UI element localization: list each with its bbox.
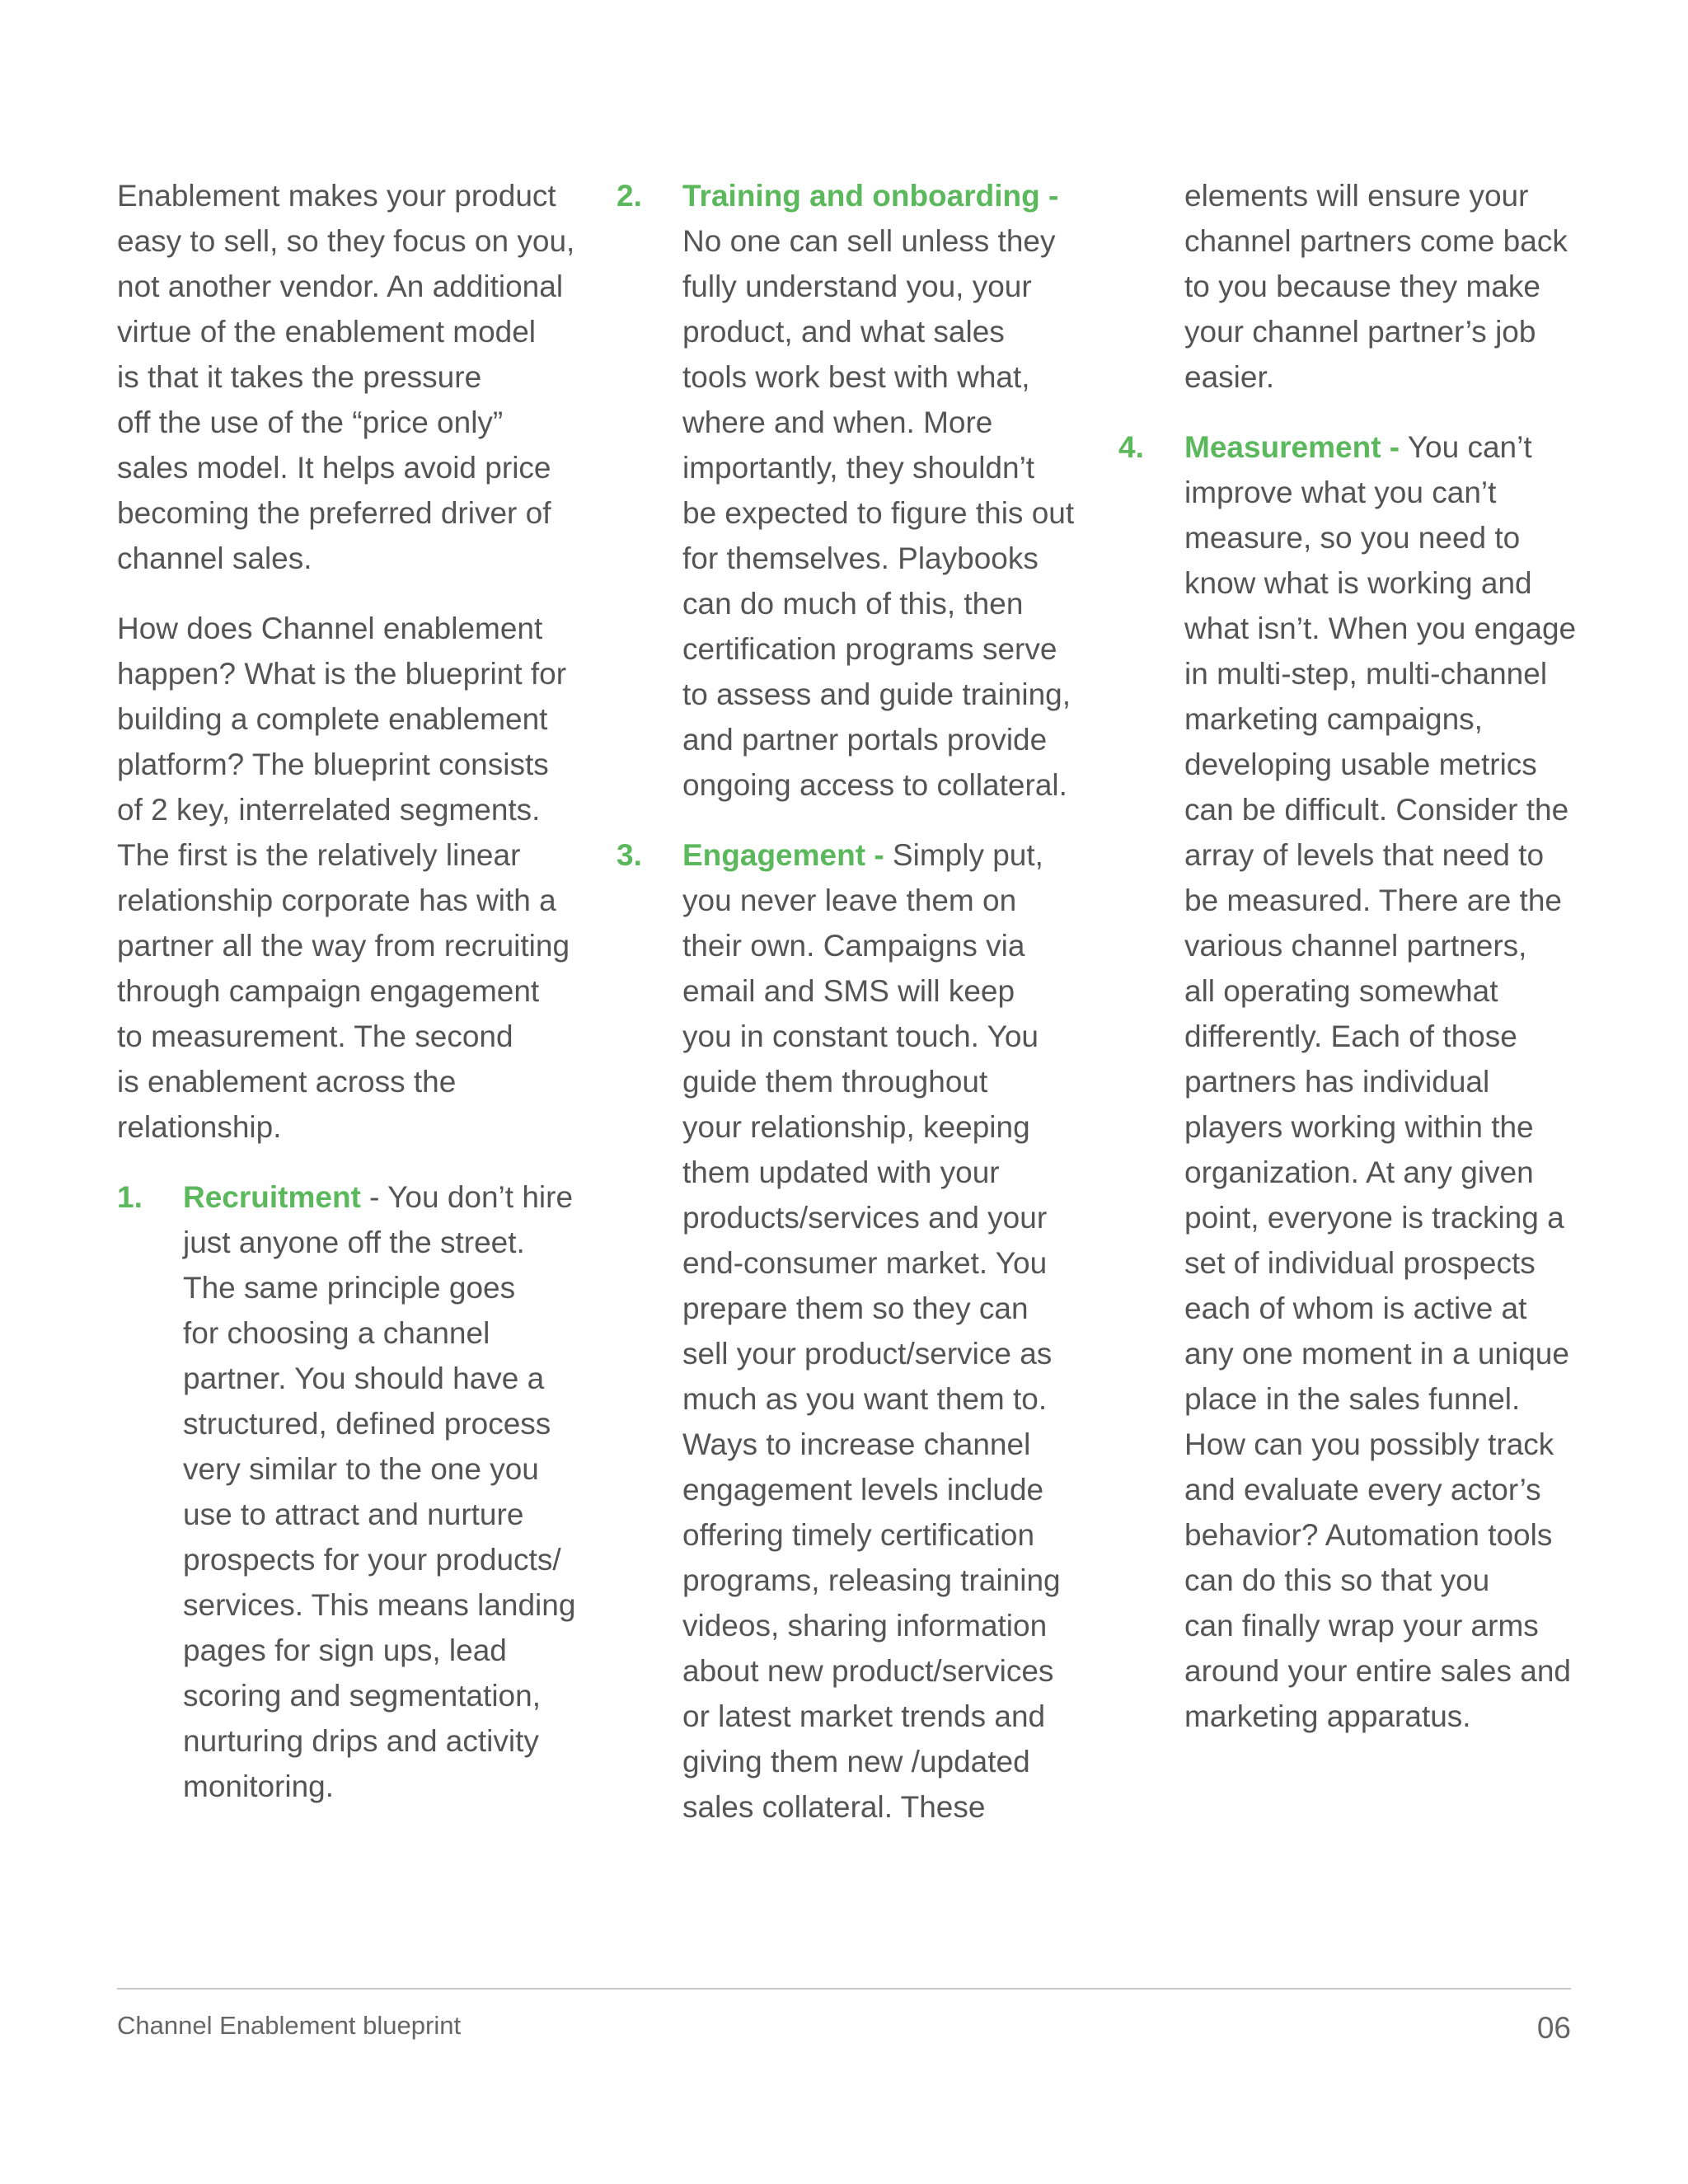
list-item-text: - You don’t hire just anyone off the street. The same principle goes for choosing a channel partner. You should have a structured, defined process very similar to the one you use to attract and nurture prospects for your products/ services. This means landing pages for sign ups, lead scoring and segmentation, nurturing drips and activity monitoring.: [183, 1180, 576, 1803]
list-item-body: [682, 832, 1061, 1830]
list-number: 1.: [117, 1180, 143, 1214]
list-item-training: [617, 173, 1078, 808]
list-item-measurement: [1118, 424, 1580, 1739]
list-item-heading: Engagement -: [682, 838, 884, 872]
continued-paragraph: elements will ensure your channel partners come back to you because they make your channel partner’s job easier.: [1184, 179, 1568, 394]
column-2: [617, 173, 1078, 1854]
list-item-heading: Training and onboarding -: [682, 179, 1059, 213]
footer-divider: [117, 1988, 1571, 1990]
list-item-heading: Recruitment: [183, 1180, 361, 1214]
blueprint-paragraph: How does Channel enablement happen? What is the blueprint for building a complete enablement platform? The blueprint consists of 2 key, interrelated segments. The first is the relatively linear relationship corporate has with a partner all the way from recruiting through campaign engagement to measurement. The second is enablement across the relationship.: [117, 612, 570, 1144]
column-3: [1118, 173, 1580, 1764]
list-item-body: [1184, 424, 1576, 1739]
list-number: 2.: [617, 179, 642, 213]
footer-title: Channel Enablement blueprint: [117, 2011, 462, 2040]
list-number: 4.: [1118, 430, 1144, 464]
list-item-body: [183, 1174, 575, 1809]
page-number: 06: [1536, 2011, 1571, 2045]
list-number: 3.: [617, 838, 642, 872]
list-item-recruitment: [117, 1174, 579, 1809]
list-item-text: You can’t improve what you can’t measure, so you need to know what is working and what isn’t. When you engage in multi-step, multi-channel marketing campaigns, developing usable metrics can be difficult. Consider the array of levels that need to be measured. There are the various channel partners, all operating somewhat differently. Each of those partners has individual players working within the organization. At any given point, everyone is tracking a set of individual prospects each of whom is active at any one moment in a unique place in the sales funnel. How can you possibly track and evaluate every actor’s behavior? Automation tools can do this so that you can finally wrap your arms around your entire sales and marketing apparatus.: [1184, 430, 1577, 1733]
list-item-text: No one can sell unless they fully understand you, your product, and what sales tools work best with what, where and when. More importantly, they shouldn’t be expected to figure this out for themselves. Playbooks can do much of this, then certification programs serve to assess and guide training, and partner portals provide ongoing access to collateral.: [682, 224, 1075, 802]
column-1: [117, 173, 579, 1834]
list-item-heading: Measurement -: [1184, 430, 1400, 464]
list-item-engagement: [617, 832, 1078, 1830]
intro-paragraph: Enablement makes your product easy to sell, so they focus on you, not another vendor. An additional virtue of the enablement model is that it takes the pressure off the use of the “price only” sales model. It helps avoid price becoming the preferred driver of channel sales.: [117, 179, 575, 575]
list-item-body: [682, 173, 1074, 808]
list-item-text: Simply put, you never leave them on their own. Campaigns via email and SMS will keep you in constant touch. You guide them throughout your relationship, keeping them updated with your products/services and your end-consumer market. You prepare them so they can sell your product/service as much as you want them to. Ways to increase channel engagement levels include offering timely certification programs, releasing training videos, sharing information about new product/services or latest market trends and giving them new /updated sales collateral. These: [682, 838, 1061, 1824]
